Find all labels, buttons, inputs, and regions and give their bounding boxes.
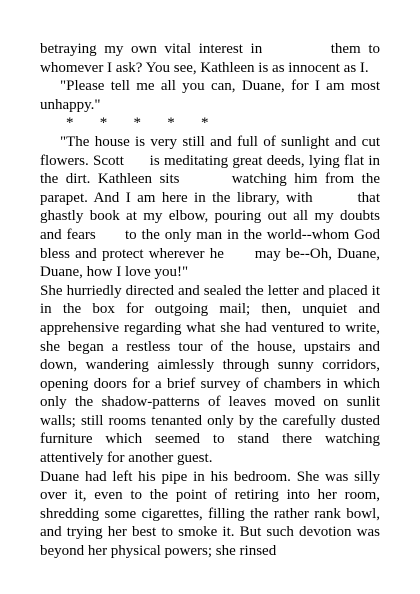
paragraph-narrative-tour: She hurriedly directed and sealed the letter and placed it in the box for outgoing mail; then, unquiet and apprehensive regarding what she had ventured to write, she began a restless tour of the house, upstairs and down, wandering aimlessly through sunny corridors, opening doors for a brief survey of chambers in which only the shadow-patterns of leaves moved on sunlit walls; still rooms tenanted only by the carefully dusted furniture which seemed to stand there watching attentively for another guest. <box>40 282 384 467</box>
paragraph-letter-closing: "The house is very still and full of sunlight and cut flowers. Scott is meditating great deeds, lying flat in the dirt. Kathleen sits watching him from the parapet. And I am here in the library, with that ghastly book at my elbow, pouring out all my doubts and fears to the only man in the world--whom God bless and protect wherever he may be--Oh, Duane, Duane, how I love you!" <box>40 133 384 281</box>
page-text <box>40 40 384 561</box>
paragraph-letter-plea: "Please tell me all you can, Duane, for I am most unhappy." <box>40 78 384 113</box>
section-break-stars: * * * * * <box>66 115 209 132</box>
paragraph-narrative-pipe: Duane had left his pipe in his bedroom. She was silly over it, even to the point of retiring into her room, shredding some cigarettes, filling the rather rank bowl, and trying her best to smoke it. But such devotion was beyond her physical powers; she rinsed <box>40 468 384 560</box>
paragraph-continuation: betraying my own vital interest in them to whomever I ask? You see, Kathleen is as innocent as I. <box>40 41 384 76</box>
